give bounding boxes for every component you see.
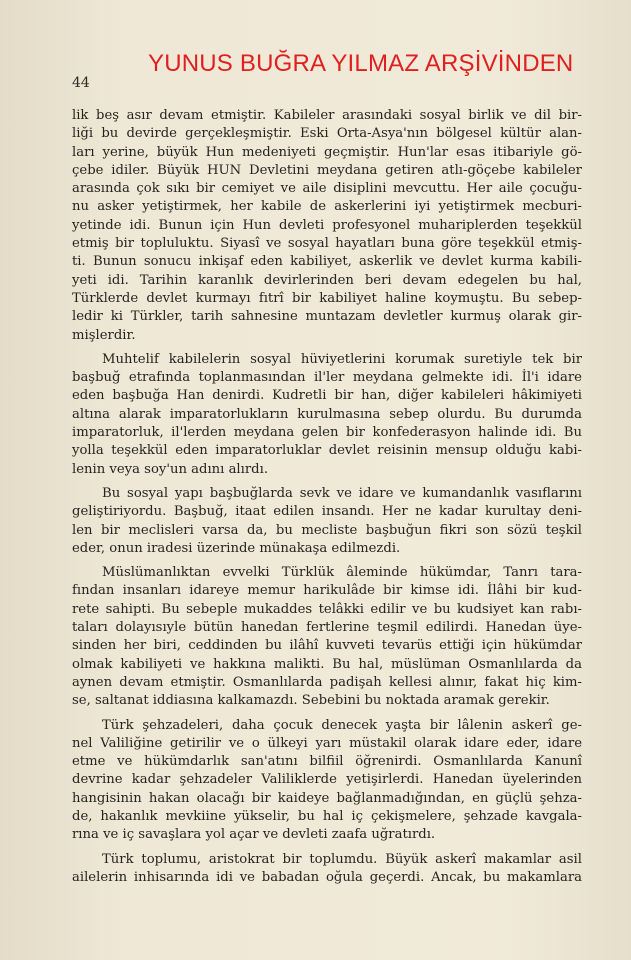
page-number: 44	[72, 75, 90, 91]
text-line: Türk şehzadeleri, daha çocuk denecek yaşta bir lâlenin askerî ge-	[102, 717, 582, 733]
text-line: nu asker yetiştirmek, her kabile de askerlerini iyi yetiştirmek mecburi-	[72, 199, 582, 215]
paragraph	[72, 564, 582, 710]
text-line: sinden her biri, ceddinden bu ilâhî kuvveti tevarüs ettiği için hükümdar	[72, 638, 582, 654]
text-line: mişlerdir.	[72, 327, 136, 343]
text-line: Türk toplumu, aristokrat bir toplumdu. Büyük askerî makamlar asil	[102, 851, 582, 867]
text-line: ailelerin inhisarında idi ve babadan oğula geçerdi. Ancak, bu makamlara	[72, 869, 582, 885]
text-line: yetinde idi. Bunun için Hun devleti profesyonel muhariplerden teşekkül	[72, 217, 582, 233]
paragraph	[72, 851, 582, 888]
paragraph	[72, 717, 582, 845]
text-line: yolla teşekkül eden imparatorluklar devlet reisinin mensup olduğu kabi-	[72, 443, 582, 459]
text-line: imparatorluk, il'lerden meydana gelen bir konfederasyon halinde idi. Bu	[72, 425, 582, 441]
text-line: aynen devam etmiştir. Osmanlılarda padişah kellesi alınır, fakat hiç kim-	[72, 674, 582, 690]
text-line: eden başbuğa Han denirdi. Kudretli bir han, diğer kabileleri hâkimiyeti	[72, 388, 582, 404]
text-line: geliştiriyordu. Başbuğ, itaat edilen insandı. Her ne kadar kurultay deni-	[72, 504, 582, 520]
text-line: Müslümanlıktan evvelki Türklük âleminde hükümdar, Tanrı tara-	[102, 565, 582, 581]
text-line: liği bu devirde gerçekleşmiştir. Eski Orta-Asya'nın bölgesel kültür alan-	[72, 126, 582, 142]
text-line: lik beş asır devam etmiştir. Kabileler arasındaki sosyal birlik ve dil bir-	[72, 108, 582, 123]
text-line: olmak kabiliyeti ve hakkına malikti. Bu hal, müslüman Osmanlılarda da	[72, 656, 582, 672]
text-line: yeti idi. Tarihin karanlık devirlerinden beri devam edegelen bu hal,	[72, 272, 582, 288]
text-line: ti. Bunun sonucu inkişaf eden kabiliyet, askerlik ve devlet kurma kabili-	[72, 254, 582, 270]
text-line: eder, onun iradesi üzerinde münakaşa edilmezdi.	[72, 540, 401, 556]
text-line: arasında çok sıkı bir cemiyet ve aile disiplini mevcuttu. Her aile çocuğu-	[72, 181, 582, 197]
paragraph	[72, 107, 582, 345]
text-line: rına ve iç savaşlara yol açar ve devleti zaafa uğratırdı.	[72, 827, 436, 843]
text-line: lenin veya soy'un adını alırdı.	[72, 461, 269, 477]
paragraph	[72, 351, 582, 479]
text-line: len bir meclisleri varsa da, bu mecliste başbuğun fikri son sözü teşkil	[72, 522, 582, 538]
text-line: başbuğ etrafında toplanmasından il'ler meydana gelmekte idi. İl'i idare	[72, 370, 582, 386]
text-line: Muhtelif kabilelerin sosyal hüviyetlerini korumak suretiyle tek bir	[102, 351, 582, 367]
text-line: se, saltanat iddiasına kalkamazdı. Sebebini bu noktada aramak gerekir.	[72, 693, 550, 709]
text-line: de, hakanlık mevkiine yükselir, bu hal iç çekişmelere, şehzade kavgala-	[72, 808, 582, 824]
text-line: ledir ki Türkler, tarih sahnesine muntazam devletler kurmuş olarak gir-	[72, 309, 582, 325]
text-line: Bu sosyal yapı başbuğlarda sevk ve idare ve kumandanlık vasıflarını	[102, 485, 582, 501]
text-line: etmiş bir topluluktu. Siyasî ve sosyal hayatları buna göre teşekkül etmiş-	[72, 236, 582, 252]
text-line: çebe idiler. Büyük HUN Devletini meydana getiren atlı-göçebe kabileler	[72, 162, 582, 178]
text-line: etme ve hükümdarlık san'atını bilfiil öğrenirdi. Osmanlılarda Kanunî	[72, 754, 582, 770]
text-line: rete sahipti. Bu sebeple mukaddes telâkki edilir ve bu kudsiyet kan rabı-	[72, 601, 582, 617]
archive-watermark: YUNUS BUĞRA YILMAZ ARŞİVİNDEN	[148, 50, 574, 77]
text-line: fından insanları idareye memur harikulâde bir kimse idi. İlâhi bir kud-	[72, 583, 582, 599]
text-line: nel Valiliğine getirilir ve o ülkeyi yarı müstakil olarak idare eder, idare	[72, 735, 582, 751]
text-line: taları dolayısıyle bütün hanedan fertlerine teşmil edilirdi. Hanedan üye-	[72, 620, 582, 636]
text-line: Türklerde devlet kurmayı fıtrî bir kabiliyet haline koymuştu. Bu sebep-	[72, 290, 582, 306]
body-text	[72, 107, 582, 887]
text-line: devrine kadar şehzadeler Valiliklerde yetişirlerdi. Hanedan üyelerinden	[72, 772, 582, 788]
text-line: hangisinin hakan olacağı bir kaideye bağlanmadığından, en güçlü şehza-	[72, 790, 582, 806]
text-line: altına alarak imparatorlukların kurulmasına sebep olurdu. Bu durumda	[72, 406, 582, 422]
text-line: ları yerine, büyük Hun medeniyeti geçmiştir. Hun'lar esas itibariyle gö-	[72, 144, 582, 160]
paragraph	[72, 485, 582, 558]
